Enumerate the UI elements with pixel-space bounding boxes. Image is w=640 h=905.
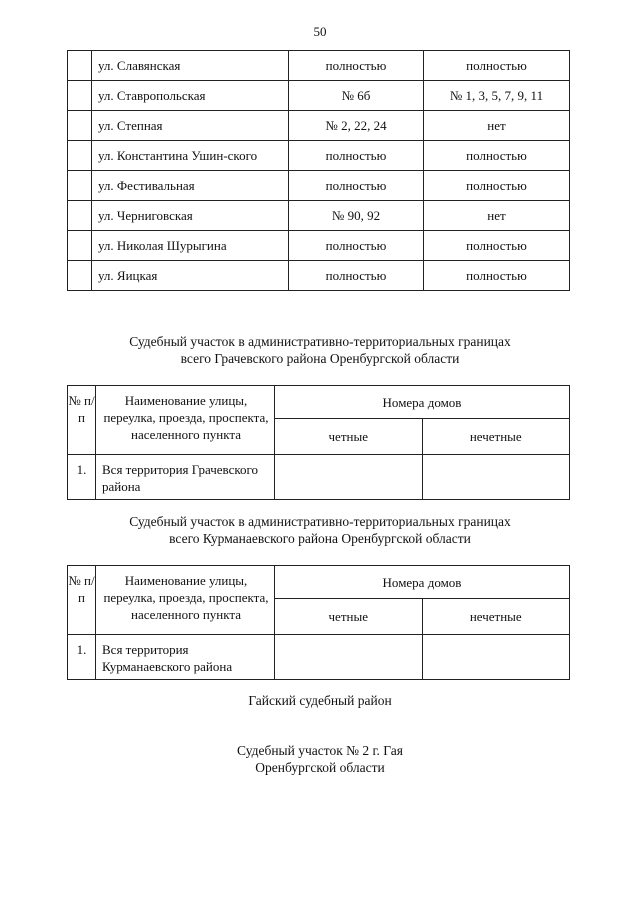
odd-houses: нет — [424, 111, 570, 141]
street-name: ул. Черниговская — [92, 201, 289, 231]
odd-houses: полностью — [424, 51, 570, 81]
row-num-cell — [68, 81, 92, 111]
row-odd — [422, 455, 570, 500]
table-row — [68, 231, 570, 261]
district-title: Гайский судебный район — [248, 693, 392, 708]
plot-heading-line2: Оренбургской области — [255, 760, 385, 775]
col-even-header: четные — [275, 419, 423, 455]
grachevsky-heading-line2: всего Грачевского района Оренбургской области — [180, 351, 460, 366]
table-row — [68, 261, 570, 291]
odd-houses: полностью — [424, 261, 570, 291]
odd-houses: № 1, 3, 5, 7, 9, 11 — [424, 81, 570, 111]
street-name: ул. Славянская — [92, 51, 289, 81]
even-houses: № 90, 92 — [289, 201, 424, 231]
table-row — [68, 455, 570, 500]
row-num-cell — [68, 261, 92, 291]
row-even — [275, 635, 423, 680]
kurmanaevsky-table — [67, 565, 570, 680]
street-name: ул. Николая Шурыгина — [92, 231, 289, 261]
col-name-header: Наименование улицы, переулка, проезда, проспекта, населенного пункта — [96, 566, 275, 635]
table-row — [68, 51, 570, 81]
street-name: ул. Константина Ушин-ского — [92, 141, 289, 171]
table-row — [68, 81, 570, 111]
col-houses-header: Номера домов — [275, 386, 570, 419]
row-name: Вся территория Грачевского района — [96, 455, 275, 500]
grachevsky-heading-line1: Судебный участок в административно-территориальных границах — [129, 334, 511, 349]
table-row — [68, 635, 570, 680]
even-houses: полностью — [289, 231, 424, 261]
plot-heading-line1: Судебный участок № 2 г. Гая — [237, 743, 403, 758]
table-row — [68, 111, 570, 141]
street-name: ул. Ставропольская — [92, 81, 289, 111]
col-odd-header: нечетные — [422, 419, 570, 455]
even-houses: № 2, 22, 24 — [289, 111, 424, 141]
row-num: 1. — [68, 455, 96, 500]
row-num-cell — [68, 171, 92, 201]
col-num-header: № п/п — [68, 386, 96, 455]
odd-houses: полностью — [424, 171, 570, 201]
even-houses: полностью — [289, 141, 424, 171]
col-houses-header: Номера домов — [275, 566, 570, 599]
page-number: 50 — [313, 24, 327, 39]
row-num-cell — [68, 51, 92, 81]
row-num-cell — [68, 231, 92, 261]
kurmanaevsky-heading-line1: Судебный участок в административно-территориальных границах — [129, 514, 511, 529]
col-name-header: Наименование улицы, переулка, проезда, проспекта, населенного пункта — [96, 386, 275, 455]
street-name: ул. Степная — [92, 111, 289, 141]
row-name: Вся территория Курманаевского района — [96, 635, 275, 680]
grachevsky-heading — [0, 333, 640, 367]
even-houses: полностью — [289, 171, 424, 201]
row-odd — [422, 635, 570, 680]
even-houses: полностью — [289, 51, 424, 81]
even-houses: полностью — [289, 261, 424, 291]
row-num-cell — [68, 141, 92, 171]
odd-houses: нет — [424, 201, 570, 231]
table-row — [68, 141, 570, 171]
table-row — [68, 201, 570, 231]
table-row — [68, 171, 570, 201]
street-name: ул. Яицкая — [92, 261, 289, 291]
row-num-cell — [68, 201, 92, 231]
row-num-cell — [68, 111, 92, 141]
kurmanaevsky-heading-line2: всего Курманаевского района Оренбургской области — [169, 531, 471, 546]
kurmanaevsky-heading — [0, 513, 640, 547]
odd-houses: полностью — [424, 141, 570, 171]
street-name: ул. Фестивальная — [92, 171, 289, 201]
streets-table — [67, 50, 570, 291]
col-num-header: № п/п — [68, 566, 96, 635]
row-even — [275, 455, 423, 500]
row-num: 1. — [68, 635, 96, 680]
even-houses: № 6б — [289, 81, 424, 111]
col-even-header: четные — [275, 599, 423, 635]
odd-houses: полностью — [424, 231, 570, 261]
grachevsky-table — [67, 385, 570, 500]
col-odd-header: нечетные — [422, 599, 570, 635]
plot-heading — [0, 742, 640, 776]
